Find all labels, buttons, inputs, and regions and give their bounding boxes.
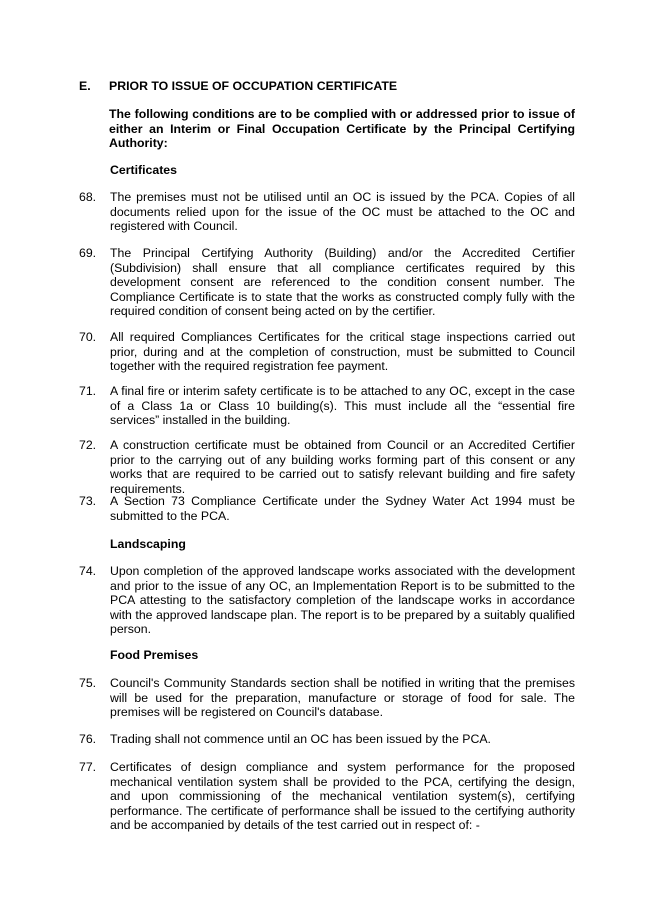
subheading-food-premises: Food Premises — [110, 648, 199, 662]
section-title: PRIOR TO ISSUE OF OCCUPATION CERTIFICATE — [109, 79, 398, 93]
condition-text: Upon completion of the approved landscape works associated with the development and prior to the issue of any OC, an Implementation Report is to be submitted to the PCA attesting to the satisfactory completion of the landscape works in accordance with the approved landscape plan. The report is to be prepared by a suitably qualified person. — [110, 564, 575, 637]
subheading-landscaping: Landscaping — [110, 537, 186, 551]
condition-text: Certificates of design compliance and system performance for the proposed mechanical ventilation system shall be provided to the PCA, certifying the design, and upon commissioning of the mechanical ventilation system(s), certifying performance. The certificate of performance shall be issued to the certifying authority and be accompanied by details of the test carried out in respect of: - — [110, 760, 575, 833]
condition-number: 76. — [79, 732, 97, 746]
condition-item — [79, 190, 575, 234]
condition-item — [79, 494, 575, 523]
condition-number: 68. — [79, 190, 97, 204]
condition-text: The Principal Certifying Authority (Building) and/or the Accredited Certifier (Subdivision) shall ensure that all compliance certificates required by this development consent are referenced to the condition consent number. The Compliance Certificate is to state that the works as constructed comply fully with the required condition of consent being acted on by the certifier. — [110, 246, 575, 319]
condition-number: 71. — [79, 384, 97, 398]
condition-text: Trading shall not commence until an OC has been issued by the PCA. — [110, 732, 491, 746]
condition-text: Council's Community Standards section shall be notified in writing that the premises will be used for the preparation, manufacture or storage of food for sale. The premises will be registered on Council's database. — [110, 676, 575, 720]
condition-number: 70. — [79, 330, 97, 344]
condition-item — [79, 438, 575, 496]
condition-number: 69. — [79, 246, 97, 260]
condition-number: 73. — [79, 494, 97, 508]
condition-number: 74. — [79, 564, 97, 578]
section-intro: The following conditions are to be complied with or addressed prior to issue of either an Interim or Final Occupation Certificate by the Principal Certifying Authority: — [109, 107, 575, 150]
condition-item — [79, 246, 575, 319]
condition-text: A final fire or interim safety certificate is to be attached to any OC, except in the case of a Class 1a or Class 10 building(s). This must include all the “essential fire services” installed in the building. — [110, 384, 575, 428]
section-heading — [79, 79, 397, 93]
condition-number: 72. — [79, 438, 97, 452]
condition-item — [79, 330, 575, 374]
condition-item — [79, 732, 575, 747]
section-letter: E. — [79, 79, 91, 93]
condition-item — [79, 564, 575, 637]
condition-text: The premises must not be utilised until an OC is issued by the PCA. Copies of all documents relied upon for the issue of the OC must be attached to the OC and registered with Council. — [110, 190, 575, 234]
subheading-certificates: Certificates — [110, 163, 177, 177]
condition-item — [79, 676, 575, 720]
condition-number: 77. — [79, 760, 97, 774]
condition-item — [79, 760, 575, 833]
condition-text: All required Compliances Certificates for the critical stage inspections carried out prior, during and at the completion of construction, must be submitted to Council together with the required registration fee payment. — [110, 330, 575, 374]
condition-text: A construction certificate must be obtained from Council or an Accredited Certifier prior to the carrying out of any building works forming part of this consent or any works that are required to be carried out to satisfy relevant building and fire safety requirements. — [110, 438, 575, 496]
condition-number: 75. — [79, 676, 97, 690]
condition-text: A Section 73 Compliance Certificate under the Sydney Water Act 1994 must be submitted to the PCA. — [110, 494, 575, 523]
condition-item — [79, 384, 575, 428]
